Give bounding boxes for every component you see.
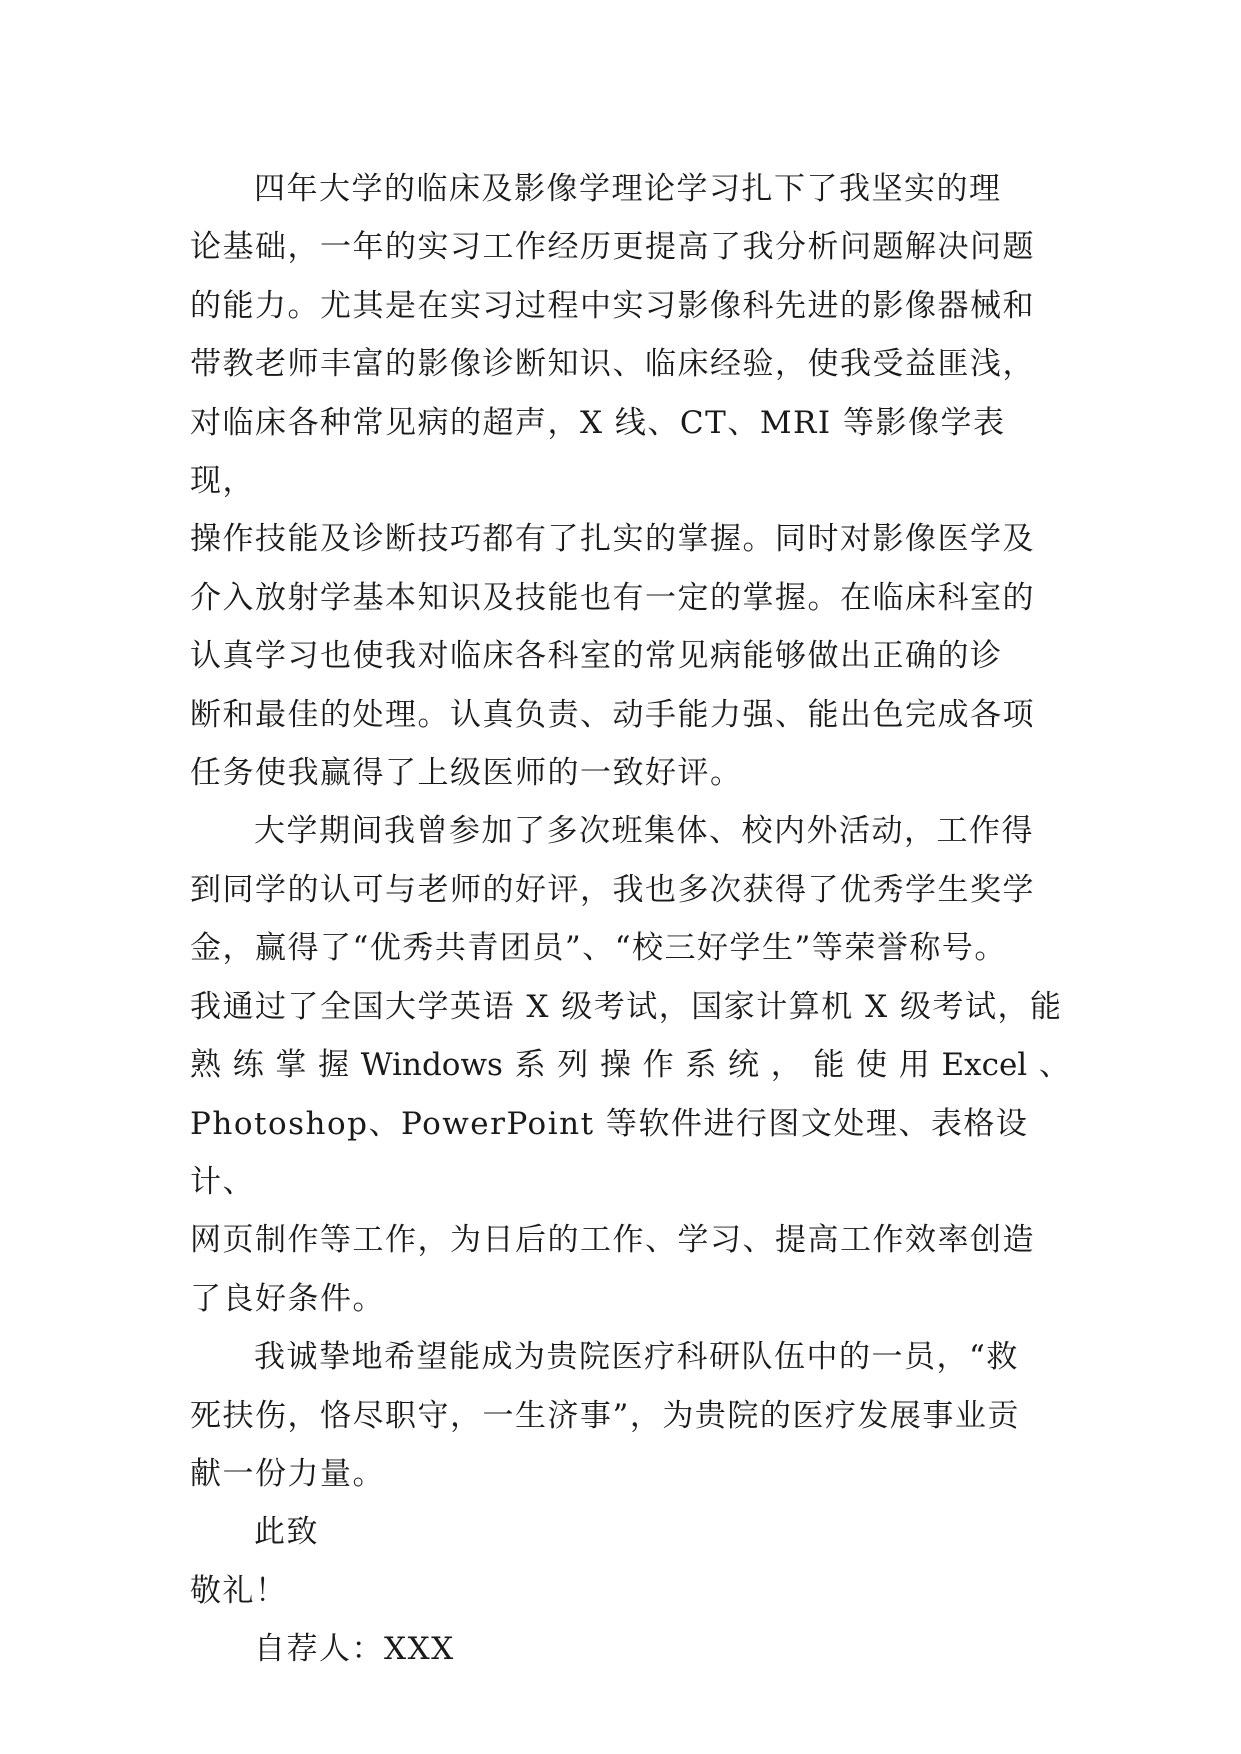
paragraph-line: 带教老师丰富的影像诊断知识、临床经验，使我受益匪浅， — [190, 346, 1035, 383]
word: 操 — [599, 1047, 631, 1084]
paragraph-line: 我通过了全国大学英语 X 级考试，国家计算机 X 级考试，能 — [190, 988, 1063, 1025]
paragraph-line: 任务使我赢得了上级医师的一致好评。 — [190, 755, 743, 792]
word: 作 — [642, 1047, 674, 1084]
paragraph-aspiration — [190, 1328, 1070, 1503]
paragraph-line: 认真学习也使我对临床各科室的常见病能够做出正确的诊 — [190, 638, 1003, 675]
word: 统 — [728, 1047, 760, 1084]
paragraph-line: 操作技能及诊断技巧都有了扎实的掌握。同时对影像医学及 — [190, 521, 1035, 558]
paragraph-line: Photoshop、PowerPoint 等软件进行图文处理、表格设计、 — [190, 1105, 1029, 1200]
word: 列 — [557, 1047, 589, 1084]
closing-regards: 敬礼！ — [190, 1572, 288, 1609]
paragraph-line: 断和最佳的处理。认真负责、动手能力强、能出色完成各项 — [190, 696, 1035, 733]
paragraph-activities — [190, 802, 1070, 1328]
word: ， — [770, 1047, 802, 1084]
paragraph-education — [190, 160, 1070, 802]
word: Windows — [360, 1047, 503, 1084]
letter-closing — [190, 1503, 1070, 1678]
signature: 自荐人：XXX — [254, 1631, 455, 1668]
paragraph-line-justified — [190, 1036, 1070, 1094]
word: Excel — [941, 1047, 1028, 1084]
word: 系 — [514, 1047, 546, 1084]
word: 系 — [685, 1047, 717, 1084]
word: 握 — [318, 1047, 350, 1084]
word: 熟 — [190, 1047, 221, 1084]
word: 掌 — [275, 1047, 307, 1084]
word: 、 — [1038, 1047, 1070, 1084]
paragraph-line: 对临床各种常见病的超声，X 线、CT、MRI 等影像学表现， — [190, 404, 1006, 500]
paragraph-line: 到同学的认可与老师的好评，我也多次获得了优秀学生奖学 — [190, 871, 1035, 908]
word: 使 — [856, 1047, 888, 1084]
word: 练 — [232, 1047, 264, 1084]
paragraph-line: 金，赢得了“优秀共青团员”、“校三好学生”等荣誉称号。 — [190, 930, 1007, 967]
paragraph-line: 死扶伤，恪尽职守，一生济事”，为贵院的医疗发展事业贡 — [190, 1397, 1020, 1434]
paragraph-line: 我诚挚地希望能成为贵院医疗科研队伍中的一员，“救 — [254, 1339, 1019, 1376]
paragraph-line: 介入放射学基本知识及技能也有一定的掌握。在临床科室的 — [190, 579, 1035, 616]
paragraph-line: 献一份力量。 — [190, 1455, 385, 1492]
paragraph-line: 网页制作等工作，为日后的工作、学习、提高工作效率创造 — [190, 1222, 1035, 1259]
word: 用 — [898, 1047, 930, 1084]
paragraph-line: 了良好条件。 — [190, 1280, 385, 1317]
paragraph-line: 大学期间我曾参加了多次班集体、校内外活动，工作得 — [254, 813, 1034, 850]
closing-salutation: 此致 — [254, 1514, 319, 1551]
paragraph-line: 论基础，一年的实习工作经历更提高了我分析问题解决问题 — [190, 229, 1035, 266]
paragraph-line: 四年大学的临床及影像学理论学习扎下了我坚实的理 — [254, 171, 1002, 207]
letter-body — [190, 160, 1070, 1679]
word: 能 — [813, 1047, 845, 1084]
paragraph-line: 的能力。尤其是在实习过程中实习影像科先进的影像器械和 — [190, 287, 1035, 324]
